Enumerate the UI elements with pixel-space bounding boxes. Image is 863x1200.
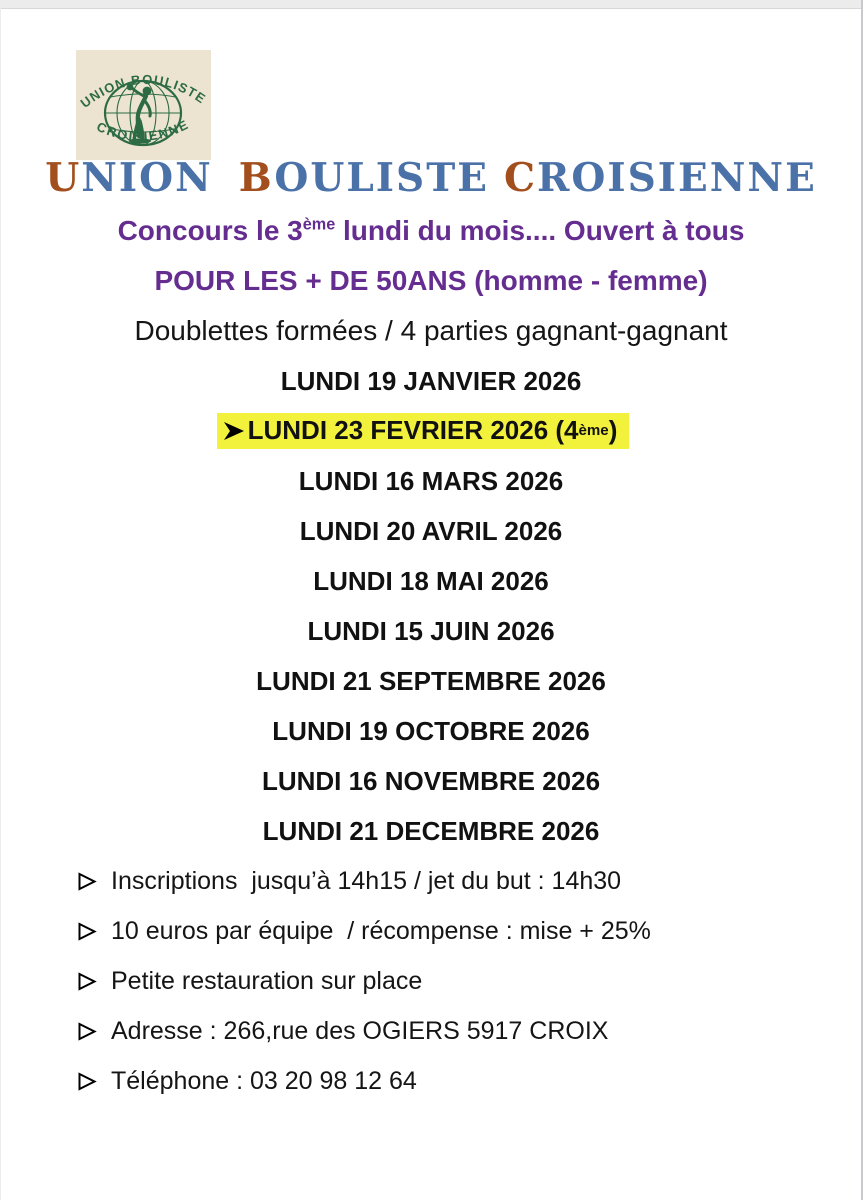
date-text: LUNDI 19 JANVIER 2026 [280, 365, 582, 396]
logo-top-text: UNION BOULISTE [77, 71, 210, 111]
date-text: LUNDI 21 DECEMBRE 2026 [262, 815, 600, 846]
highlighted-date: LUNDI 23 FEVRIER 2026 (4 ème ) [217, 413, 630, 449]
date-text: LUNDI 16 MARS 2026 [298, 465, 564, 496]
scan-edge-strip [1, 0, 861, 9]
date-row-mai [1, 556, 861, 606]
bullet-arrow-icon [77, 922, 97, 941]
club-logo-icon [76, 50, 211, 160]
intro-row [1, 306, 861, 356]
page-title [1, 150, 861, 206]
detail-item-inscriptions [1, 856, 861, 906]
detail-text: Petite restauration sur place [111, 966, 423, 995]
detail-text: Téléphone : 03 20 98 12 64 [111, 1066, 417, 1095]
highlight-arrow-icon [222, 420, 246, 442]
bullet-arrow-icon [77, 1022, 97, 1041]
detail-text: Inscriptions jusqu’à 14h15 / jet du but : 14h30 [111, 866, 622, 895]
date-text: LUNDI 20 AVRIL 2026 [299, 515, 563, 546]
club-logo [76, 50, 211, 160]
date-text: LUNDI 21 SEPTEMBRE 2026 [256, 665, 606, 696]
details-list [1, 856, 861, 1106]
date-row-decembre [1, 806, 861, 856]
bullet-arrow-icon [77, 872, 97, 891]
subtitle-row-2 [1, 256, 861, 306]
date-row-octobre [1, 706, 861, 756]
detail-item-adresse [1, 1006, 861, 1056]
title-word-bouliste: BOULISTE [238, 155, 489, 201]
detail-item-restauration [1, 956, 861, 1006]
date-row-janvier [1, 356, 861, 406]
date-text: LUNDI 18 MAI 2026 [313, 565, 549, 596]
date-row-septembre [1, 656, 861, 706]
detail-item-prix [1, 906, 861, 956]
title-word-croisienne: CROISIENNE [503, 155, 817, 201]
date-row-avril [1, 506, 861, 556]
detail-text: Adresse : 266,rue des OGIERS 5917 CROIX [111, 1016, 609, 1045]
date-text: LUNDI 15 JUIN 2026 [307, 615, 555, 646]
title-word-union: UNION [45, 155, 213, 201]
date-text: LUNDI 16 NOVEMBRE 2026 [261, 765, 601, 796]
date-row-juin [1, 606, 861, 656]
subtitle-row-1 [1, 206, 861, 256]
subtitle-line-2: POUR LES + DE 50ANS (homme - femme) [154, 265, 708, 296]
detail-item-telephone [1, 1056, 861, 1106]
date-row-fevrier-highlighted [1, 406, 861, 456]
logo-bottom-text: CROISIENNE [94, 116, 192, 144]
date-row-novembre [1, 756, 861, 806]
date-text: LUNDI 19 OCTOBRE 2026 [272, 715, 590, 746]
flyer-content [1, 150, 861, 1106]
bullet-arrow-icon [77, 1072, 97, 1091]
subtitle-line-1: Concours le 3ème lundi du mois.... Ouvert à tous [117, 215, 745, 246]
intro-text: Doublettes formées / 4 parties gagnant-gagnant [134, 315, 728, 346]
detail-text: 10 euros par équipe / récompense : mise + 25% [111, 916, 651, 945]
date-row-mars [1, 456, 861, 506]
bullet-arrow-icon [77, 972, 97, 991]
